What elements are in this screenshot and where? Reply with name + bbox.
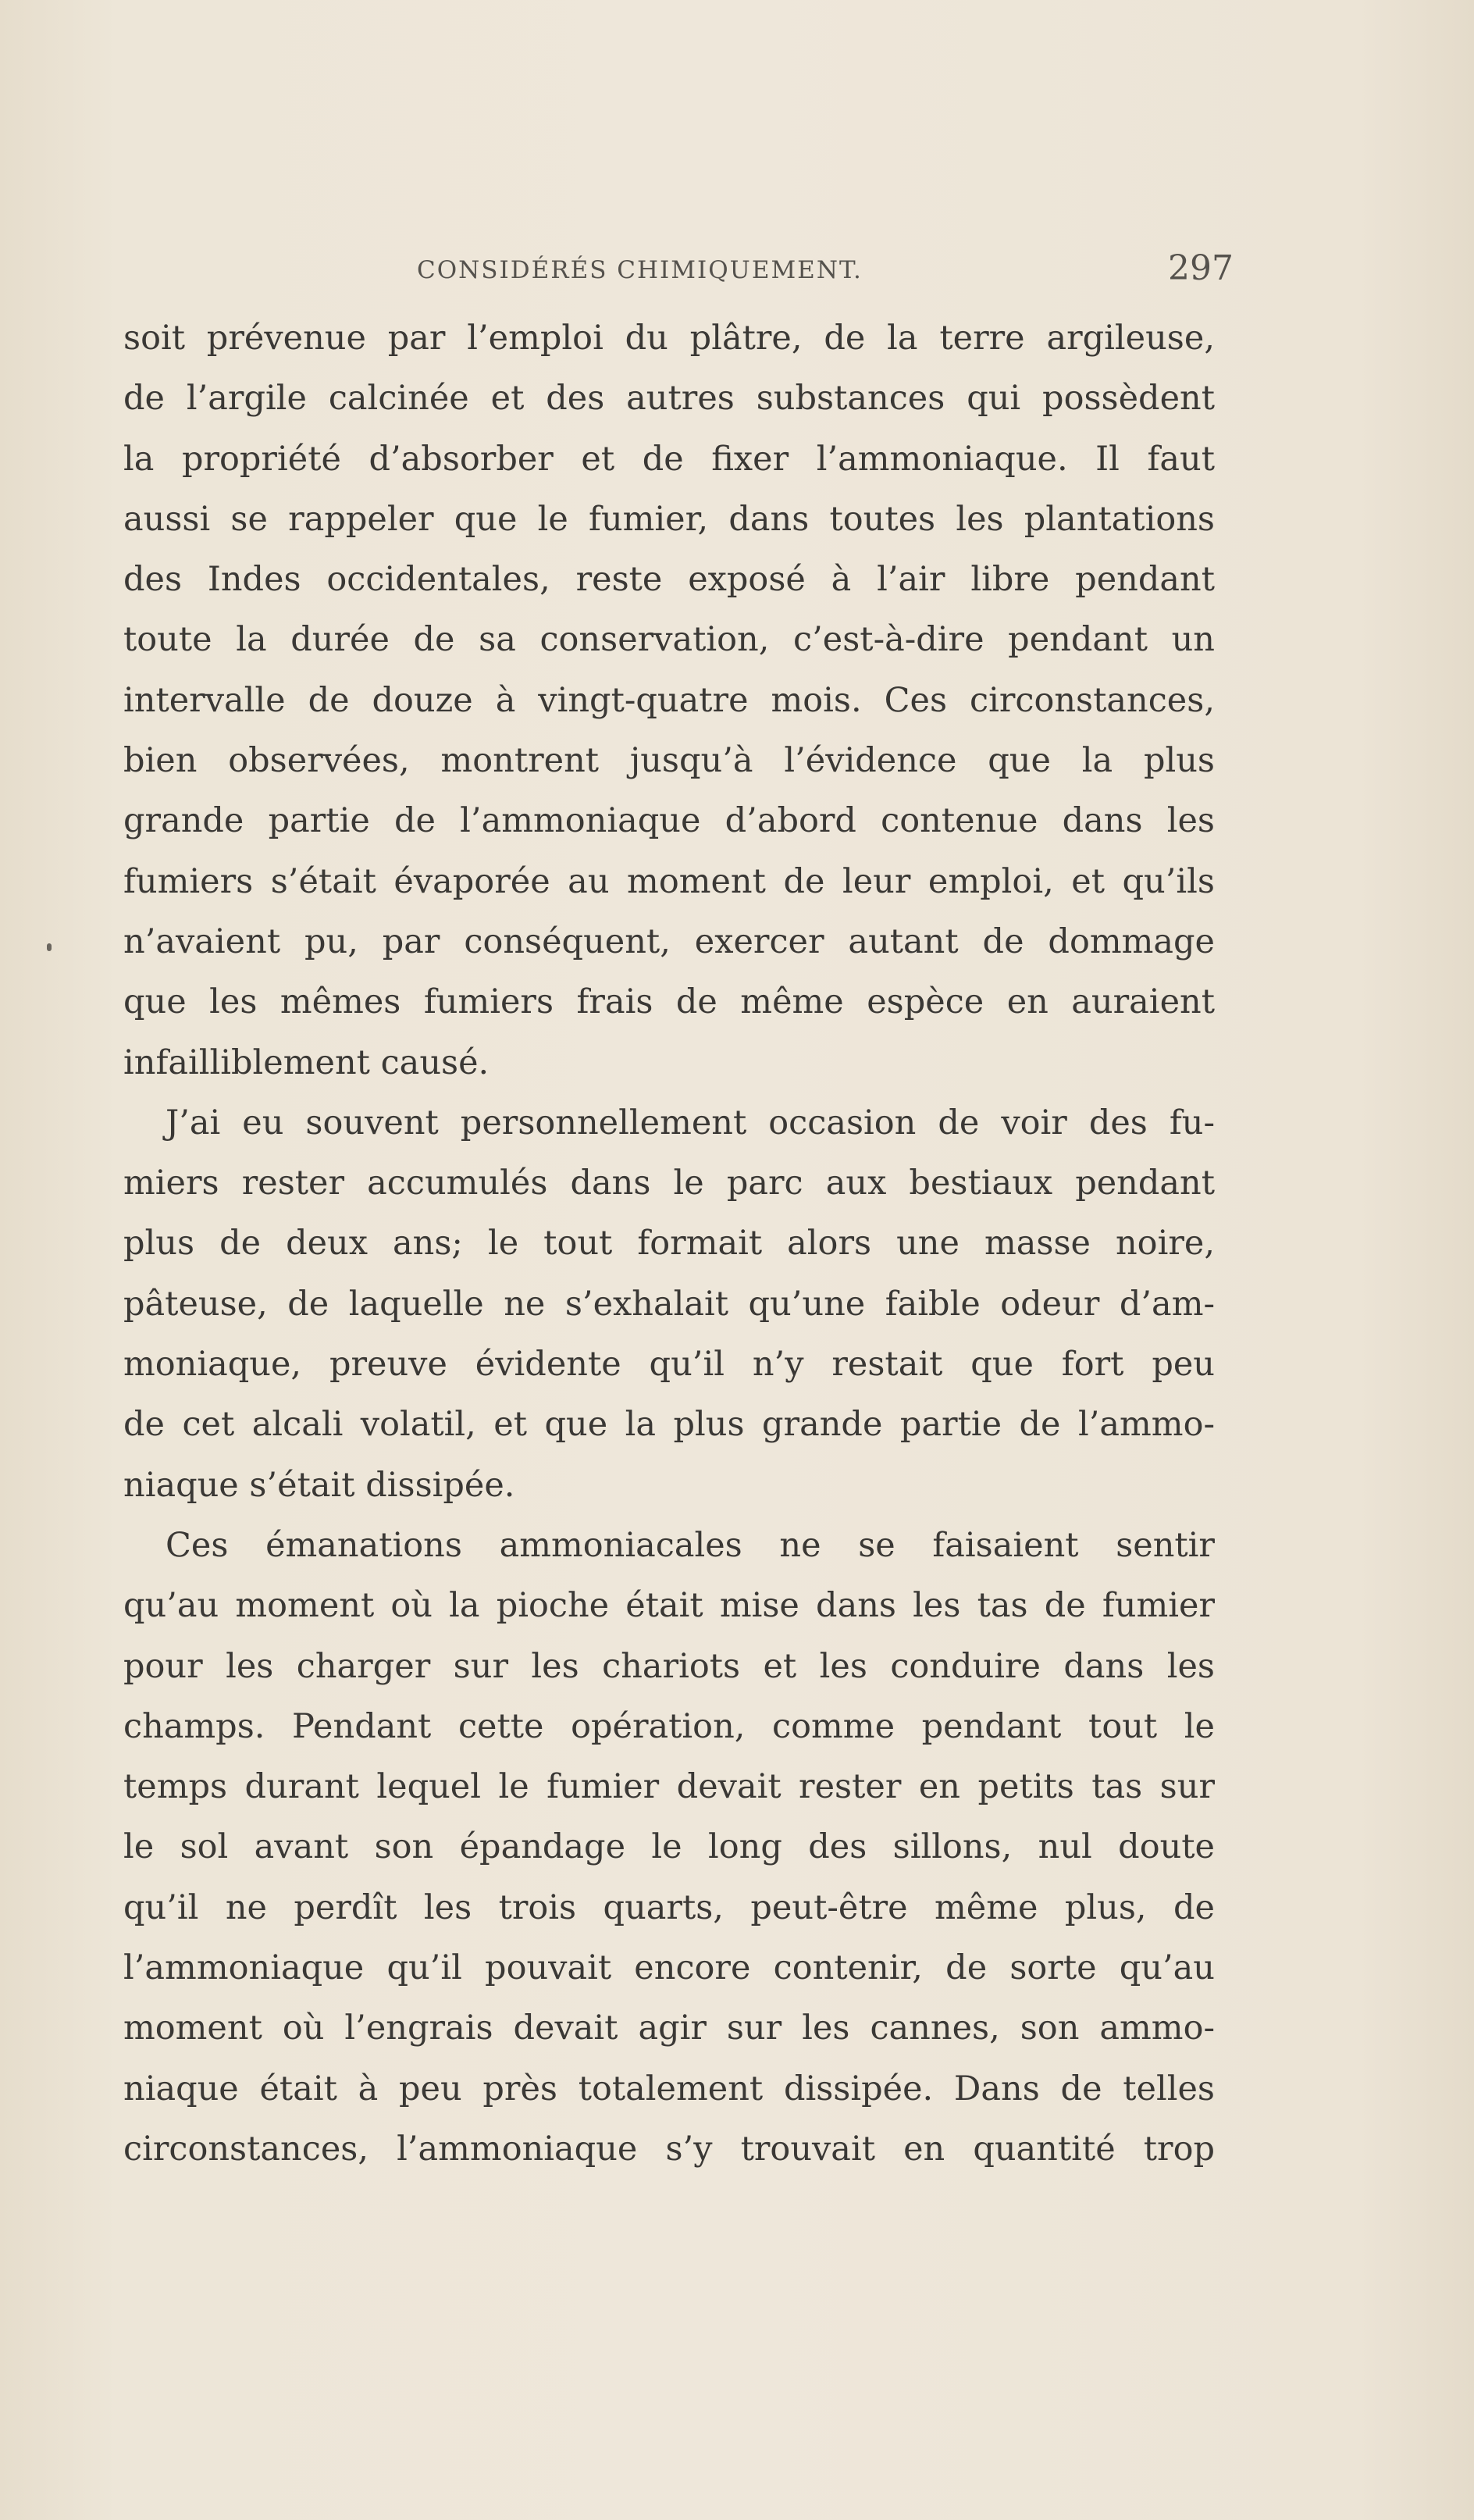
text-line: le sol avant son épandage le long des sillons, nul doute bbox=[123, 1827, 1215, 1867]
paragraph-first-line: Ces émanations ammoniacales ne se faisaient sentir bbox=[166, 1525, 1215, 1565]
text-line: moniaque, preuve évidente qu’il n’y restait que fort peu bbox=[123, 1345, 1215, 1385]
paragraph-end-line: niaque s’était dissipée. bbox=[123, 1465, 515, 1505]
text-line: bien observées, montrent jusqu’à l’évidence que la plus bbox=[123, 741, 1215, 781]
text-line: pour les charger sur les chariots et les conduire dans les bbox=[123, 1646, 1215, 1686]
text-line: que les mêmes fumiers frais de même espèce en auraient bbox=[123, 982, 1215, 1022]
text-line: niaque était à peu près totalement dissipée. Dans de telles bbox=[123, 2069, 1215, 2108]
text-line: n’avaient pu, par conséquent, exercer autant de dommage bbox=[123, 921, 1215, 961]
text-line: toute la durée de sa conservation, c’est-à-dire pendant un bbox=[123, 620, 1215, 660]
paper-speck bbox=[47, 943, 52, 951]
text-line: de l’argile calcinée et des autres substances qui possèdent bbox=[123, 379, 1215, 419]
text-line: miers rester accumulés dans le parc aux bestiaux pendant bbox=[123, 1164, 1215, 1203]
text-line: de cet alcali volatil, et que la plus grande partie de l’ammo- bbox=[123, 1405, 1215, 1445]
text-line: l’ammoniaque qu’il pouvait encore contenir, de sorte qu’au bbox=[123, 1948, 1215, 1988]
page-header bbox=[125, 248, 1234, 295]
text-line: circonstances, l’ammoniaque s’y trouvait en quantité trop bbox=[123, 2129, 1215, 2169]
text-line: intervalle de douze à vingt-quatre mois. Ces circonstances, bbox=[123, 680, 1215, 720]
text-line: qu’il ne perdît les trois quarts, peut-être même plus, de bbox=[123, 1887, 1215, 1927]
text-line: grande partie de l’ammoniaque d’abord contenue dans les bbox=[123, 801, 1215, 841]
text-line: pâteuse, de laquelle ne s’exhalait qu’une faible odeur d’am- bbox=[123, 1284, 1215, 1324]
text-line: soit prévenue par l’emploi du plâtre, de la terre argileuse, bbox=[123, 319, 1215, 358]
text-line: aussi se rappeler que le fumier, dans toutes les plantations bbox=[123, 499, 1215, 539]
running-head: CONSIDÉRÉS CHIMIQUEMENT. bbox=[417, 256, 863, 284]
page-number: 297 bbox=[1168, 248, 1234, 288]
paragraph-end-line: infailliblement causé. bbox=[123, 1043, 490, 1082]
text-line: champs. Pendant cette opération, comme pendant tout le bbox=[123, 1706, 1215, 1746]
text-line: plus de deux ans; le tout formait alors une masse noire, bbox=[123, 1224, 1215, 1264]
text-line: la propriété d’absorber et de fixer l’ammoniaque. Il faut bbox=[123, 439, 1215, 479]
body-text bbox=[123, 308, 1215, 2180]
text-line: temps durant lequel le fumier devait rester en petits tas sur bbox=[123, 1767, 1215, 1807]
text-line: moment où l’engrais devait agir sur les cannes, son ammo- bbox=[123, 2009, 1215, 2048]
text-line: fumiers s’était évaporée au moment de leur emploi, et qu’ils bbox=[123, 861, 1215, 901]
text-line: qu’au moment où la pioche était mise dans les tas de fumier bbox=[123, 1586, 1215, 1626]
text-line: des Indes occidentales, reste exposé à l’air libre pendant bbox=[123, 560, 1215, 600]
paragraph-first-line: J’ai eu souvent personnellement occasion de voir des fu- bbox=[166, 1103, 1215, 1142]
